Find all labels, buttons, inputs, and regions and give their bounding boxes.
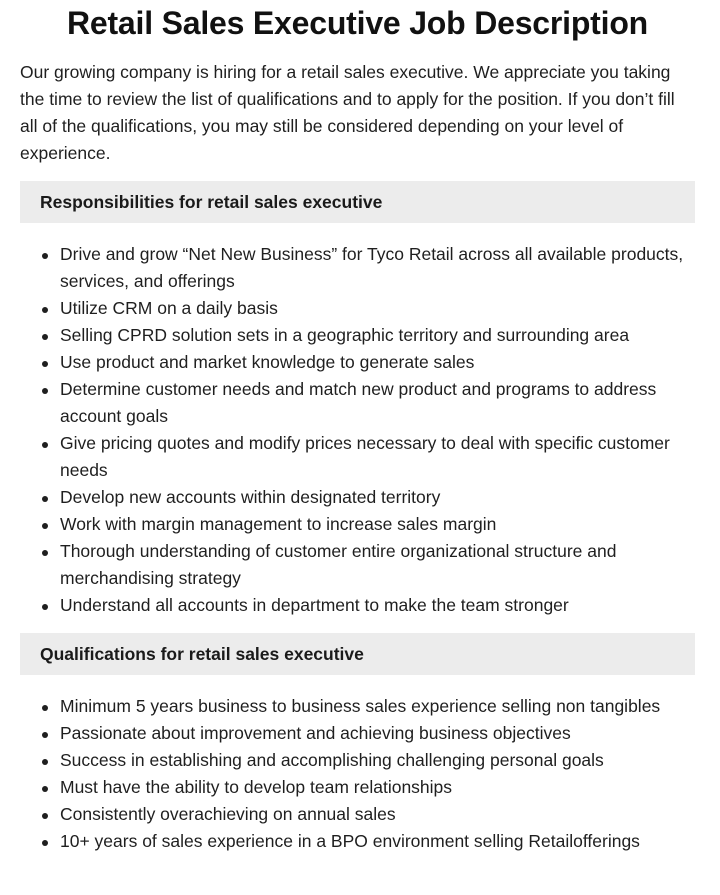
page-title: Retail Sales Executive Job Description xyxy=(66,5,649,41)
list-item: Minimum 5 years business to business sales experience selling non tangibles xyxy=(60,693,695,720)
responsibilities-list xyxy=(20,241,695,619)
list-item: Understand all accounts in department to make the team stronger xyxy=(60,592,695,619)
list-item: Passionate about improvement and achieving business objectives xyxy=(60,720,695,747)
list-item: Use product and market knowledge to generate sales xyxy=(60,349,695,376)
list-item: Thorough understanding of customer entire organizational structure and merchandising strategy xyxy=(60,538,695,592)
list-item: Consistently overachieving on annual sales xyxy=(60,801,695,828)
qualifications-list xyxy=(20,693,695,855)
qualifications-heading: Qualifications for retail sales executive xyxy=(20,633,695,675)
list-item: Must have the ability to develop team relationships xyxy=(60,774,695,801)
list-item: Develop new accounts within designated territory xyxy=(60,484,695,511)
list-item: 10+ years of sales experience in a BPO environment selling Retailofferings xyxy=(60,828,695,855)
responsibilities-heading: Responsibilities for retail sales executive xyxy=(20,181,695,223)
list-item: Drive and grow “Net New Business” for Tyco Retail across all available products, services, and offerings xyxy=(60,241,695,295)
list-item: Give pricing quotes and modify prices necessary to deal with specific customer needs xyxy=(60,430,695,484)
list-item: Determine customer needs and match new product and programs to address account goals xyxy=(60,376,695,430)
list-item: Selling CPRD solution sets in a geographic territory and surrounding area xyxy=(60,322,695,349)
list-item: Success in establishing and accomplishing challenging personal goals xyxy=(60,747,695,774)
intro-paragraph: Our growing company is hiring for a retail sales executive. We appreciate you taking the time to review the list of qualifications and to apply for the position. If you don’t fill all of the qualifications, you may still be considered depending on your level of experience. xyxy=(20,62,675,163)
list-item: Utilize CRM on a daily basis xyxy=(60,295,695,322)
list-item: Work with margin management to increase sales margin xyxy=(60,511,695,538)
